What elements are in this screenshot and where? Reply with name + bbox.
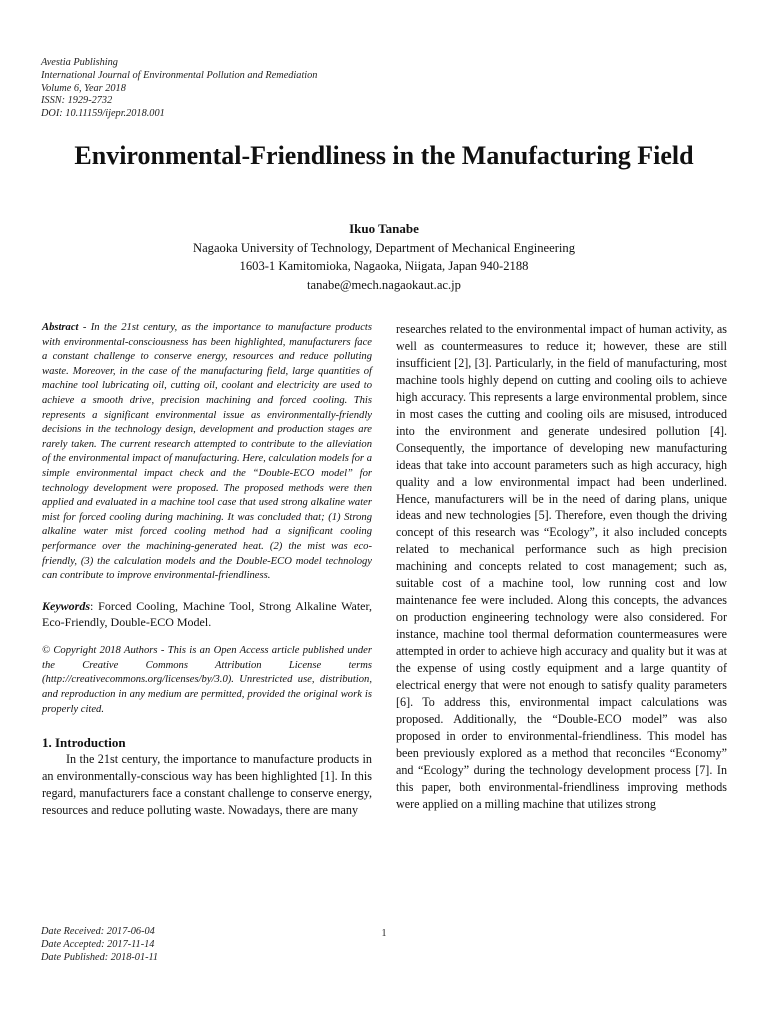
publisher-name: Avestia Publishing [41, 57, 118, 68]
author-affiliation: Nagaoka University of Technology, Department of Mechanical Engineering [192, 240, 576, 255]
introduction-text: In the 21st century, the importance to manufacture products in an environmentally-conscious way has been highlighted [1]. In this regard, manufacturers face a constant challenge to conserve energy, resources and reduce polluting waste. Nowadays, there are many [42, 752, 372, 818]
author-address: 1603-1 Kamitomioka, Nagaoka, Niigata, Japan 940-2188 [239, 259, 529, 273]
date-published: Date Published: 2018-01-11 [41, 951, 159, 963]
abstract-label: Abstract [42, 322, 79, 333]
paper-title: Environmental-Friendliness in the Manufacturing Field [74, 141, 694, 170]
keywords [42, 598, 372, 632]
journal-issn: ISSN: 1929-2732 [41, 95, 113, 107]
journal-name: International Journal of Environmental Pollution and Remediation [41, 69, 318, 81]
keywords-label: Keywords [42, 598, 90, 613]
copyright-notice: © Copyright 2018 Authors - This is an Open Access article published under the Creative Commons Attribution License terms (http://creativecommons.org/licenses/by/3.0). Unrestricted use, distribution, and reproduction in any medium are permitted, provided the original work is properly cited. [42, 645, 372, 715]
keywords-text: : Forced Cooling, Machine Tool, Strong Alkaline Water, Eco-Friendly, Double-ECO Model. [42, 598, 372, 630]
date-accepted: Date Accepted: 2017-11-14 [41, 938, 155, 950]
author-name: Ikuo Tanabe [349, 221, 419, 236]
introduction-heading: 1. Introduction [42, 735, 126, 751]
author-email[interactable]: tanabe@mech.nagaokaut.ac.jp [307, 277, 461, 292]
right-column [396, 321, 727, 813]
author-block [40, 220, 728, 294]
journal-header [41, 57, 317, 121]
introduction-continued-text: researches related to the environmental impact of human activity, as well as countermeasures to reduce it; however, these are still insufficient [2], [3]. Particularly, in the field of manufacturing, most machine tools highly depend on cutting and cooling oils to achieve high accuracy. This represents a large environmental problem, since in most cases the cutting and cooling oils are misused, introduced into the environment and generate undesired pollution [4]. Consequently, the importance of developing new manufacturing ideas that take into account parameters such as high accuracy, high quality and a low environmental impact had been underlined. Hence, manufacturers will be in the need of daring plans, unique ideas and new technologies [5]. Therefore, even though the driving concept of this research was “Ecology”, it also included concepts related to mechanical performance such as high precision machining and concepts related to cost management; such as, suitable cost of a machine tool, low running cost and low maintenance fee were included. Along this concepts, the advances on production engineering technology were also considered. For instance, machine tool thermal deformation countermeasures were attempted in order to achieve high accuracy and quality but it was at the expense of using costly equipment and a large quantity of electrical energy that were not enough to satisfy quality parameters [6]. To address this, environmental impact calculations was proposed. Additionally, the “Double-ECO model” was also proposed in order to environmental-friendliness. This model has been previously explored as a method that reconciles “Economy” and “Ecology” during the technology development process [7]. In this paper, both environmental-friendliness improving methods were applied on a milling machine that utilizes strong [396, 322, 727, 811]
date-received: Date Received: 2017-06-04 [41, 926, 155, 937]
journal-volume: Volume 6, Year 2018 [41, 82, 126, 94]
journal-doi: DOI: 10.11159/ijepr.2018.001 [41, 108, 165, 120]
page-number: 1 [381, 928, 387, 939]
abstract-text: - In the 21st century, as the importance to manufacture products with environmental-consciousness has been highlighted, manufacturers face a constant challenge to conserve energy, resources and reduce polluting waste. Moreover, in the case of the manufacturing field, large quantities of machine tool lubricating oil, cutting oil, coolant and electricity are used to achieve a smooth drive, precision machining and forced cooling. This represents a significant environmental issue as environmentally-friendly decisions in the technology design, development and production stages are rarely taken. The current research attempted to contribute to the alleviation of the environmental impact of manufacturing. Here, calculation models for a simple environmental impact check and the “Double-ECO model” for technology development were proposed. The proposed methods were then applied and evaluated in a machine tool case that used strong alkaline water mist for forced cooling during machining. It was concluded that; (1) Strong alkaline water mist forced cooling method had a significant cooling performance over the machining-generated heat. (2) the mist was eco-friendly, (3) the calculation models and the Double-ECO model technology can contribute to improve environmental-friendliness. [42, 322, 372, 582]
abstract [42, 321, 372, 584]
left-column [42, 321, 372, 819]
